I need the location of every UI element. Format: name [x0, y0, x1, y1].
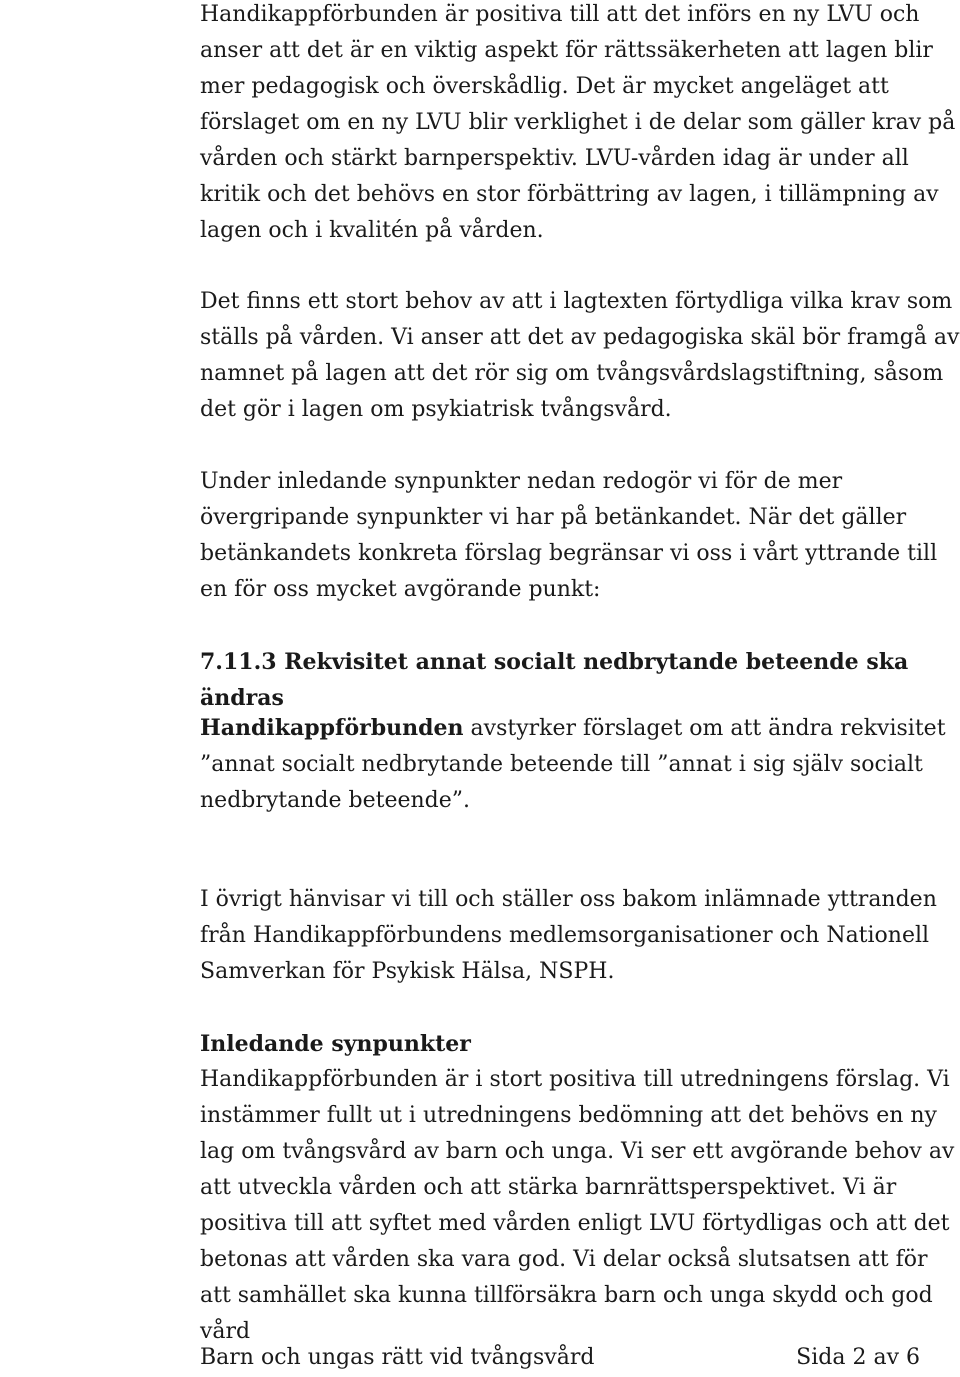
paragraph-inledande: Handikappförbunden är i stort positiva till utredningens förslag. Vi instämmer fullt ut i utredningens bedömning att det behövs en ny lag om tvångsvård av barn och unga. Vi ser ett avgörande behov av att utveckla vården och att stärka barnrättsperspektivet. Vi är positiva till att syftet med vården enligt LVU förtydligas och att det betonas att vården ska vara god. Vi delar också slutsatsen att för att samhället ska kunna tillförsäkra barn och unga skydd och god vård	[200, 1067, 955, 1344]
page-footer	[200, 1340, 920, 1376]
section-heading: 7.11.3 Rekvisitet annat socialt nedbrytande beteende ska ändras	[200, 649, 909, 711]
footer-page-number: Sida 2 av 6	[796, 1345, 920, 1370]
heading-inledande-synpunkter: Inledande synpunkter	[200, 1031, 471, 1057]
paragraph-lagtext: Det finns ett stort behov av att i lagtexten förtydliga vilka krav som ställs på vården. Vi anser att det av pedagogiska skäl bör framgå av namnet på lagen att det rör sig om tvångsvårdslagstiftning, såsom det gör i lagen om psykiatrisk tvångsvård.	[200, 289, 960, 422]
paragraph-hanvisar: I övrigt hänvisar vi till och ställer oss bakom inlämnade yttranden från Handikappförbundens medlemsorganisationer och Nationell Samverkan för Psykisk Hälsa, NSPH.	[200, 887, 937, 984]
paragraph-avstyrker-text: avstyrker förslaget om att ändra rekvisitet ”annat socialt nedbrytande beteende till ”annat i sig själv socialt nedbrytande beteende”.	[200, 716, 946, 813]
paragraph-synpunkter: Under inledande synpunkter nedan redogör vi för de mer övergripande synpunkter vi har på betänkandet. När det gäller betänkandets konkreta förslag begränsar vi oss i vårt yttrande till en för oss mycket avgörande punkt:	[200, 469, 938, 602]
paragraph-intro: Handikappförbunden är positiva till att det införs en ny LVU och anser att det är en viktig aspekt för rättssäkerheten att lagen blir mer pedagogisk och överskådlig. Det är mycket angeläget att förslaget om en ny LVU blir verklighet i de delar som gäller krav på vården och stärkt barnperspektiv. LVU-vården idag är under all kritik och det behövs en stor förbättring av lagen, i tillämpning av lagen och i kvalitén på vården.	[200, 2, 956, 243]
org-name-bold: Handikappförbunden	[200, 715, 464, 741]
paragraph-avstyrker	[200, 710, 960, 819]
footer-title: Barn och ungas rätt vid tvångsvård	[200, 1345, 595, 1370]
